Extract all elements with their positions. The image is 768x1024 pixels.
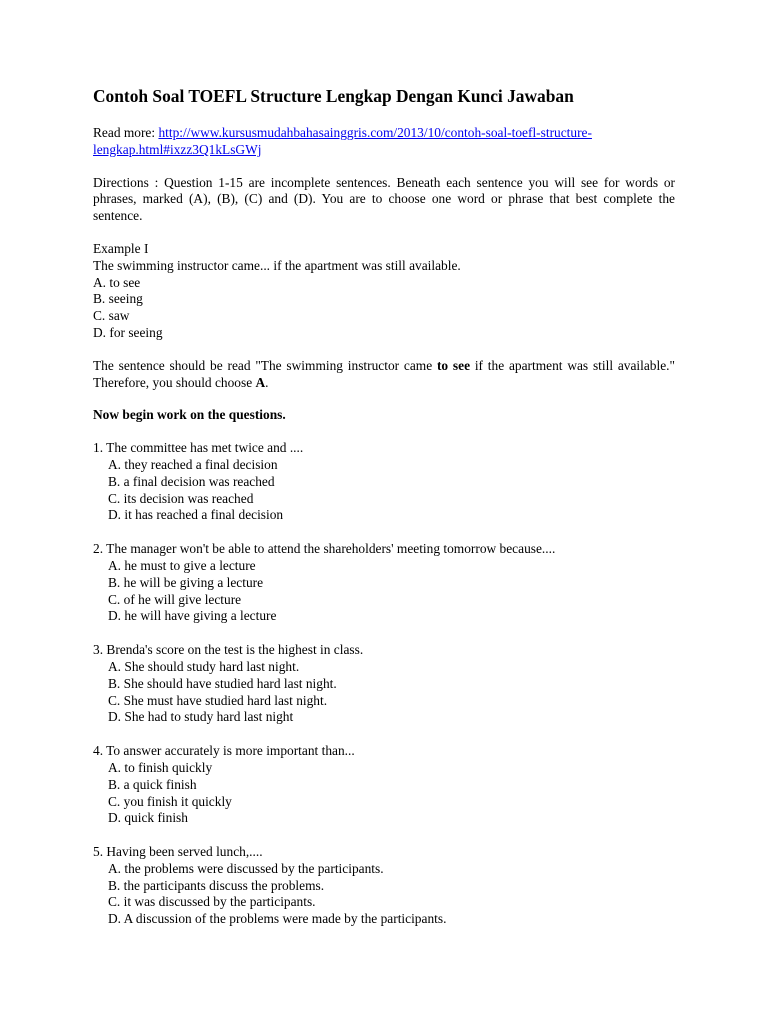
example-explanation: [93, 358, 675, 392]
answer-option: D. it has reached a final decision: [108, 507, 284, 523]
answer-option: D. She had to study hard last night: [108, 709, 294, 725]
question-text: 3. Brenda's score on the test is the highest in class.: [93, 642, 364, 658]
read-more-link[interactable]: [93, 125, 592, 157]
answer-option: A. the problems were discussed by the participants.: [108, 860, 384, 876]
example-option: C. saw: [93, 308, 130, 324]
answer-option: C. its decision was reached: [108, 490, 254, 506]
document-title: Contoh Soal TOEFL Structure Lengkap Dengan Kunci Jawaban: [93, 86, 574, 106]
question-text: 4. To answer accurately is more important than...: [93, 743, 355, 759]
answer-option: C. it was discussed by the participants.: [108, 894, 316, 910]
answer-option: B. a final decision was reached: [108, 473, 275, 489]
answer-option: A. he must to give a lecture: [108, 557, 256, 573]
read-more-link-line1: http://www.kursusmudahbahasainggris.com/2013/10/contoh-soal-toefl-structure-: [158, 125, 592, 140]
question-text: 5. Having been served lunch,....: [93, 844, 263, 860]
directions-paragraph: Directions : Question 1-15 are incomplete sentences. Beneath each sentence you will see for words or phrases, marked (A), (B), (C) and (D). You are to choose one word or phrase that best complete the sentence.: [93, 174, 675, 224]
explanation-answer-letter: A: [255, 374, 266, 390]
question-3: [93, 642, 675, 726]
read-more-paragraph: [93, 125, 675, 159]
question-2: [93, 541, 675, 625]
answer-option: C. She must have studied hard last night.: [108, 692, 328, 708]
example-block: [93, 241, 675, 342]
explanation-bold-answer: to see: [436, 357, 471, 373]
question-text: 1. The committee has met twice and ....: [93, 440, 304, 456]
example-option: A. to see: [93, 274, 141, 290]
answer-option: B. he will be giving a lecture: [108, 574, 264, 590]
answer-option: C. you finish it quickly: [108, 793, 232, 809]
answer-option: D. A discussion of the problems were made by the participants.: [108, 911, 447, 927]
explanation-text: .: [265, 374, 269, 390]
answer-option: D. quick finish: [108, 810, 188, 826]
example-option: D. for seeing: [93, 324, 163, 340]
answer-option: B. the participants discuss the problems.: [108, 877, 325, 893]
example-sentence: The swimming instructor came... if the apartment was still available.: [93, 257, 461, 273]
example-option: B. seeing: [93, 291, 143, 307]
question-4: [93, 743, 675, 827]
answer-option: A. they reached a final decision: [108, 456, 278, 472]
answer-option: A. She should study hard last night.: [108, 658, 300, 674]
answer-option: B. She should have studied hard last night.: [108, 675, 337, 691]
answer-option: D. he will have giving a lecture: [108, 608, 277, 624]
answer-option: C. of he will give lecture: [108, 591, 242, 607]
read-more-link-line2: lengkap.html#ixzz3Q1kLsGWj: [93, 141, 262, 157]
question-1: [93, 440, 675, 524]
question-text: 2. The manager won't be able to attend the shareholders' meeting tomorrow because....: [93, 541, 556, 557]
explanation-text: if the apartment was still available." Therefore, you should choose: [93, 357, 675, 390]
explanation-text: The sentence should be read "The swimming instructor came: [93, 357, 437, 373]
read-more-label: Read more:: [93, 125, 159, 140]
answer-option: A. to finish quickly: [108, 759, 213, 775]
example-heading: Example I: [93, 240, 149, 256]
begin-instruction: [93, 407, 675, 424]
answer-option: B. a quick finish: [108, 776, 197, 792]
question-5: [93, 844, 675, 928]
begin-instruction-text: Now begin work on the questions.: [93, 407, 286, 423]
